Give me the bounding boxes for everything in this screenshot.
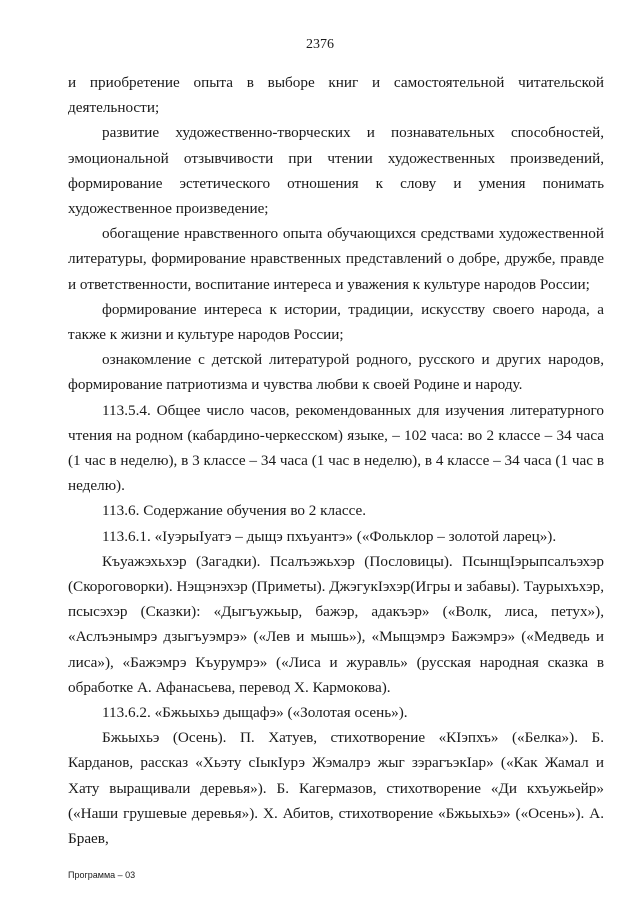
document-body	[68, 70, 604, 851]
footer-label: Программа – 03	[68, 870, 136, 880]
paragraph: Бжьыхьэ (Осень). П. Хатуев, стихотворение «КIэпхъ» («Белка»). Б. Карданов, рассказ «Хьэту сIыкIурэ Жэмалрэ жыг зэрагъэкIар» («Как Жамал и Хату выращивали деревья»). Б. Кагермазов, стихотворение «Ди кхъужьейр» («Наши грушевые деревья»). Х. Абитов, стихотворение «Бжьыхьэ» («Осень»). А. Браев,	[68, 729, 604, 848]
paragraph: ознакомление с детской литературой родного, русского и других народов, формирование патриотизма и чувства любви к своей Родине и народу.	[68, 351, 604, 394]
section-heading: 113.6.1. «IуэрыIуатэ – дыщэ пхъуантэ» («Фольклор – золотой ларец»).	[102, 527, 557, 545]
section-heading: 113.6.2. «Бжьыхьэ дыщафэ» («Золотая осень»).	[102, 704, 408, 722]
paragraph: 113.5.4. Общее число часов, рекомендованных для изучения литературного чтения на родном (кабардино-черкесском) языке, – 102 часа: во 2 классе – 34 часа (1 час в неделю), в 3 классе – 34 часа (1 час в неделю), в 4 классе – 34 часа (1 час в неделю).	[68, 401, 604, 495]
page-number: 2376	[306, 37, 334, 52]
paragraph: и приобретение опыта в выборе книг и самостоятельной читательской деятельности;	[68, 74, 604, 117]
paragraph: развитие художественно-творческих и познавательных способностей, эмоциональной отзывчивости при чтении художественных произведений, формирование эстетического отношения к слову и умения понимать художественное произведение;	[68, 124, 604, 218]
section-heading: 113.6. Содержание обучения во 2 классе.	[102, 502, 367, 520]
paragraph: Къуажэхьхэр (Загадки). Псалъэжьхэр (Пословицы). ПсынщIэрыпсалъэхэр (Скороговорки). Нэщэнэхэр (Приметы). ДжэгукIэхэр(Игры и забавы). Таурыхъхэр, псысэхэр (Сказки): «Дыгъужьыр, бажэр, адакъэр» («Волк, лиса, петух»), «Аслъэнымрэ дзыгъуэмрэ» («Лев и мышь»), «Мыщэмрэ Бажэмрэ» («Медведь и лиса»), «Бажэмрэ Къурумрэ» («Лиса и журавль» (русская народная сказка в обработке А. Афанасьева, перевод Х. Кармокова).	[68, 552, 604, 696]
paragraph: обогащение нравственного опыта обучающихся средствами художественной литературы, формирование нравственных представлений о добре, дружбе, правде и ответственности, воспитание интереса и уважения к культуре народов России;	[68, 225, 604, 293]
paragraph: формирование интереса к истории, традиции, искусству своего народа, а также к жизни и культуре народов России;	[68, 300, 604, 344]
